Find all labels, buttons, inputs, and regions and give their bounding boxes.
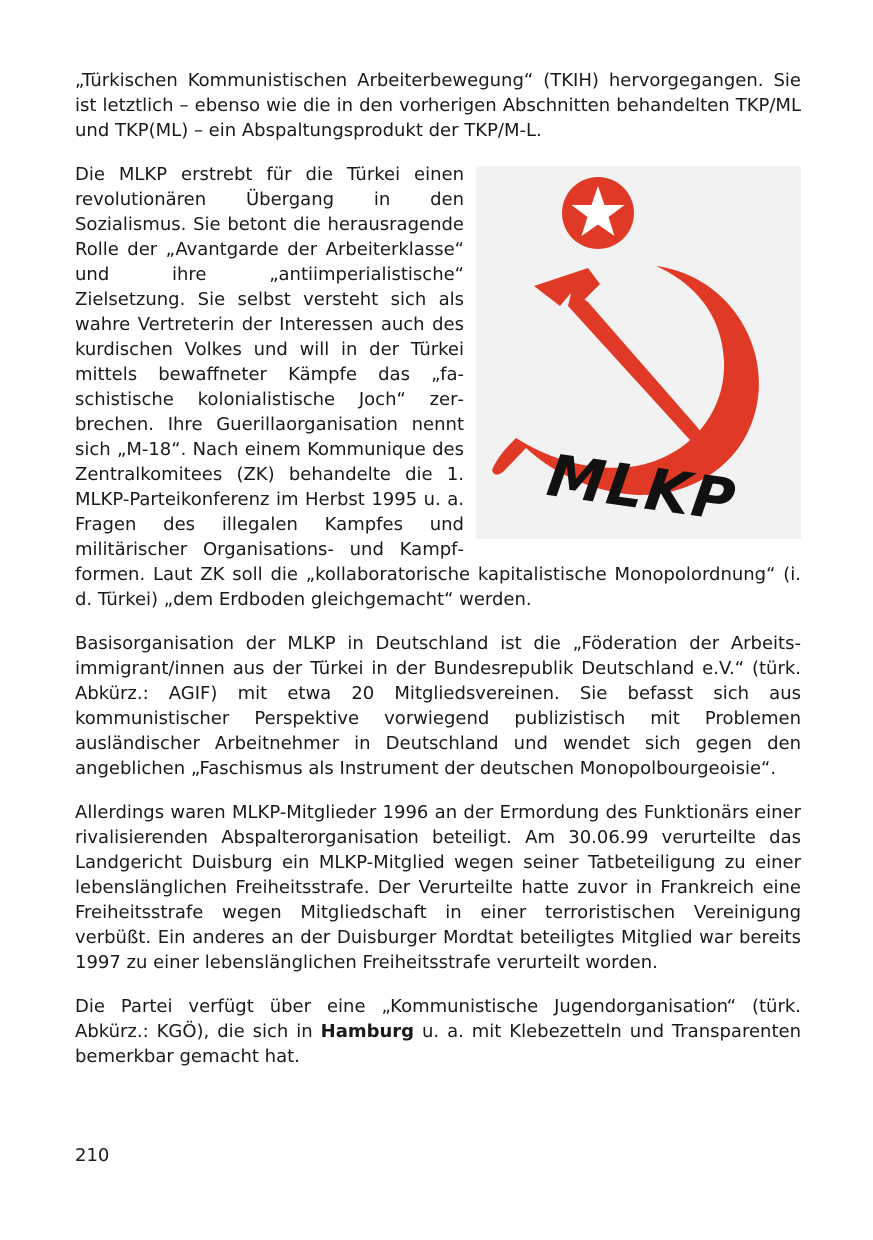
page-body [75, 68, 801, 1069]
page-number: 210 [75, 1145, 110, 1166]
paragraph-agif: Basisorganisation der MLKP in Deutschland ist die „Föderation der Arbeitsimmigrant/innen aus der Türkei in der Bundesrepublik Deutschland e.V.“ (türk. Abkürz.: AGIF) mit etwa 20 Mitgliedsvereinen. Sie befasst sich aus kommunistischer Perspektive vorwiegend publizistisch mit Problemen ausländischer Arbeitnehmer in Deutschland und wendet sich gegen den angeblichen „Faschismus als Instrument der deutschen Monopolbourgeoisie“. [75, 633, 801, 779]
mlkp-logo [476, 166, 801, 539]
youth-org-text-start: Die Partei verfügt über eine „Kommunistische Jugendorganisation“ (türk. Abkürz.: KGÖ), die sich in [75, 996, 801, 1042]
youth-org-text-end: u. a. mit Klebezetteln und Transparenten bemerkbar gemacht hat. [75, 1021, 801, 1067]
paragraph-tkih: „Türkischen Kommunistischen Arbeiterbewegung“ (TKIH) hervorgegangen. Sie ist letztlich – ebenso wie die in den vorherigen Abschnitten behandelten TKP/ML und TKP(ML) – ein Abspaltungsprodukt der TKP/M-L. [75, 70, 801, 141]
hamburg-bold: Hamburg [320, 1021, 415, 1042]
hammer-sickle-star-icon [476, 166, 801, 539]
paragraph-youth-org [75, 994, 801, 1069]
paragraph-mlkp-goals: Die MLKP erstrebt für die Türkei einen revolutionären Übergang in den Sozialismus. Sie betont die herausragende Rolle der „Avantgarde der Arbeiterklasse“ und ihre „antiimperialistische“ Zielsetzung. Sie selbst versteht sich als wahre Vertreterin der Interessen auch des kurdischen Volkes und will in der Türkei mittels bewaffneter Kämpfe das „faschistische kolonialistische Joch“ zerbrechen. Ihre Guerillaorganisation nennt sich „M-18“. Nach einem Kommunique des Zentralkomitees (ZK) behandelte die 1. MLKP-Parteikonferenz im Herbst 1995 u. a. Fragen des illegalen Kampfes und militärischer Organisations- und Kampfformen. Laut ZK soll die „kollaboratorische kapitalistische Monopolordnung“ (i. d. Türkei) „dem Erdboden gleichgemacht“ werden. [75, 164, 801, 610]
star-circle-icon [562, 177, 634, 249]
mlkp-section [75, 162, 801, 631]
paragraph-murder-case: Allerdings waren MLKP-Mitglieder 1996 an der Ermordung des Funktionärs einer rivalisierenden Abspalterorganisation beteiligt. Am 30.06.99 verurteilte das Landgericht Duisburg ein MLKP-Mitglied wegen seiner Tatbeteiligung zu einer lebenslänglichen Freiheitsstrafe. Der Verurteilte hatte zuvor in Frankreich eine Freiheitsstrafe wegen Mitgliedschaft in einer terroristischen Vereinigung verbüßt. Ein anderes an der Duisburger Mordtat beteiligtes Mitglied war bereits 1997 zu einer lebenslänglichen Freiheitsstrafe verurteilt worden. [75, 802, 801, 973]
mlkp-logo-text: MLKP [543, 441, 741, 535]
